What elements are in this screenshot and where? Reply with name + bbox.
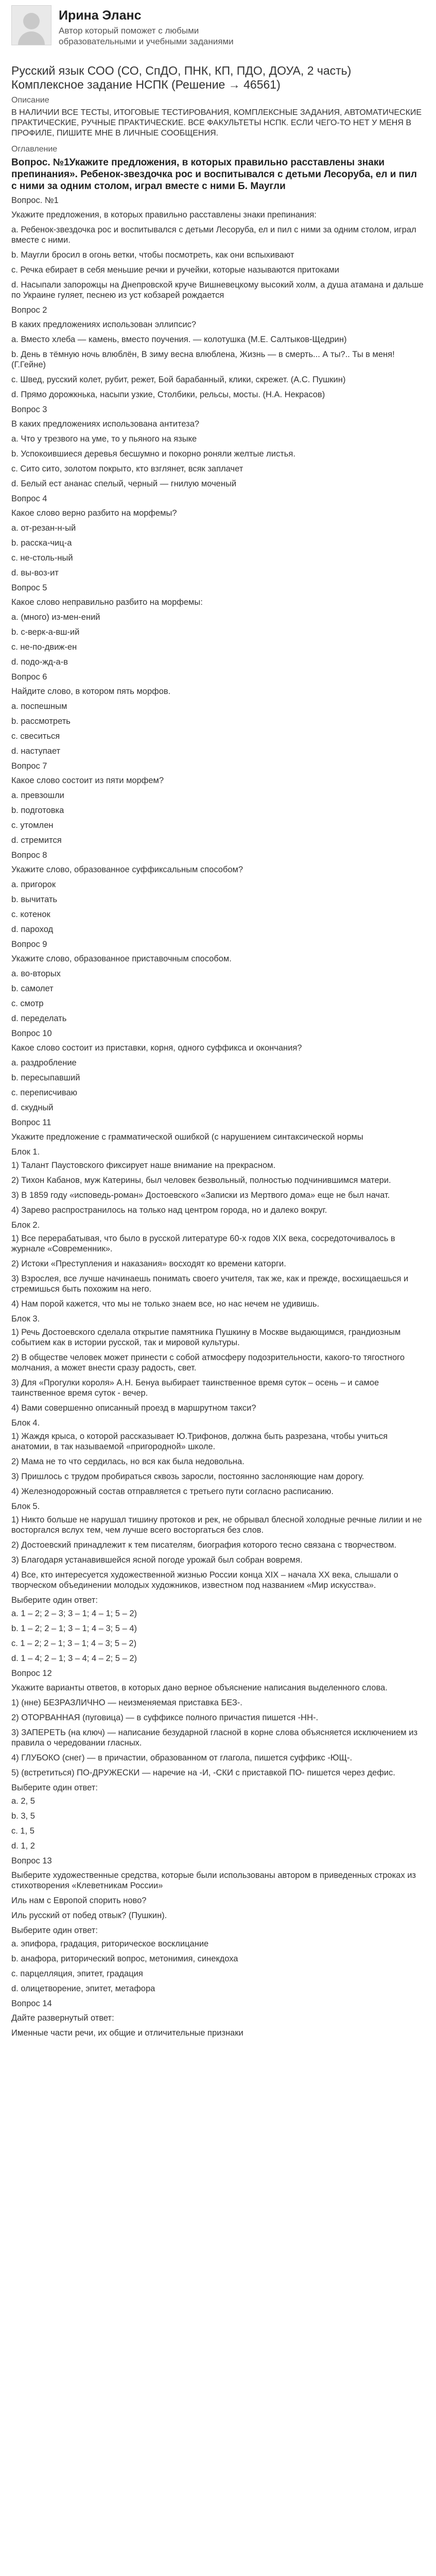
block-label: Блок 4. — [11, 1418, 40, 1428]
text-line: d. стремится — [11, 836, 62, 845]
text-line: b. вычитать — [11, 895, 58, 904]
text-line: а. эпифора, градация, риторическое восклицание — [11, 1939, 209, 1948]
text-line: b. расска-чиц-а — [11, 538, 72, 548]
section-heading: Вопрос 3 — [11, 405, 47, 414]
answer-prompt: Выберите один ответ: — [11, 1926, 98, 1935]
text-line: b. 1 – 2; 2 – 1; 3 – 1; 4 – 3; 5 – 4) — [11, 1624, 137, 1633]
text-line: 1) Речь Достоевского сделала открытие памятника Пушкину в Москве выдающимся, грандиозным событием как в истории русской, так и мировой культуры. — [11, 1328, 401, 1347]
text-line: c. смотр — [11, 999, 44, 1008]
text-line: b. День в тёмную ночь влюблён, В зиму весна влюблена, Жизнь — в смерть... А ты?.. Ты в меня! (Г.Гейне) — [11, 350, 395, 369]
block-label: Блок 2. — [11, 1221, 40, 1230]
description-text: В НАЛИЧИИ ВСЕ ТЕСТЫ, ИТОГОВЫЕ ТЕСТИРОВАНИЯ, КОМПЛЕКСНЫЕ ЗАДАНИЯ, АВТОМАТИЧЕСКИЕ ПРАКТИЧЕСКИЕ, РУЧНЫЕ ПРАКТИЧЕСКИЕ. ВСЕ ФАКУЛЬТЕТЫ НСПК. ЕСЛИ ЧЕГО-ТО НЕТ У МЕНЯ В ПРОФИЛЕ, ПИШИТЕ МНЕ В ЛИЧНЫЕ СООБЩЕНИЯ. — [11, 108, 422, 138]
text-line: 4) Железнодорожный состав отправляется с третьего пути согласно расписанию. — [11, 1487, 334, 1496]
section-heading: Вопрос 7 — [11, 761, 47, 771]
text-line: 3) Взрослея, все лучше начинаешь понимать своего учителя, так же, как и прежде, восхищаешься и стремишься быть похожим на него. — [11, 1274, 409, 1294]
block-label: Блок 1. — [11, 1147, 40, 1157]
toc-heading: Вопрос. №1Укажите предложения, в которых правильно расставлены знаки препинания». Ребенок-звездочка рос и воспитывался с детьми Лесоруба, ел и пил с ними за одним столом, играл вместе с ними Б. Маугли — [11, 157, 417, 192]
text-line: c. переписчиваю — [11, 1088, 78, 1097]
text-line: а. пригорок — [11, 880, 56, 889]
text-line: 4) Нам порой кажется, что мы не только знаем все, но нас нечем не удивишь. — [11, 1299, 320, 1309]
text-line: c. Швед, русский колет, рубит, режет, Бой барабанный, клики, скрежет. (А.С. Пушкин) — [11, 375, 346, 384]
section-heading: Вопрос 14 — [11, 1999, 52, 2008]
description-label: Описание — [11, 96, 49, 105]
text-line: d. олицетворение, эпитет, метафора — [11, 1984, 155, 1993]
text-line: 2) Истоки «Преступления и наказания» восходят ко времени каторги. — [11, 1259, 286, 1268]
text-line: b. с-верк-а-вш-ий — [11, 628, 80, 637]
section-heading: Вопрос 9 — [11, 940, 47, 949]
text-line: d. скудный — [11, 1103, 54, 1112]
text-line: d. вы-воз-ит — [11, 568, 59, 578]
text-line: c. свеситься — [11, 732, 60, 741]
text-line: Какое слово состоит из пяти морфем? — [11, 776, 164, 785]
text-line: В каких предложениях использована антитеза? — [11, 419, 200, 429]
text-line: b. Маугли бросил в огонь ветки, чтобы посмотреть, как они вспыхивают — [11, 250, 294, 260]
text-line: а. Ребенок-звездочка рос и воспитывался с детьми Лесоруба, ел и пил с ними за одним столом, играл вместе с ними. — [11, 225, 416, 245]
block-label: Блок 5. — [11, 1502, 40, 1511]
text-line: а. раздробление — [11, 1058, 77, 1067]
text-line: Укажите слово, образованное приставочным способом. — [11, 954, 232, 963]
text-line: Какое слово состоит из приставки, корня, одного суффикса и окончания? — [11, 1043, 302, 1053]
text-line: Иль русский от побед отвык? (Пушкин). — [11, 1911, 167, 1920]
text-line: d. 1 – 4; 2 – 1; 3 – 4; 4 – 2; 5 – 2) — [11, 1654, 137, 1663]
text-line: 1) (нне) БЕЗРАЗЛИЧНО — неизменяемая приставка БЕЗ-. — [11, 1698, 242, 1707]
text-line: 3) ЗАПЕРЕТЬ (на ключ) — написание безударной гласной в корне слова объясняется исключением из правила о чередовании гласных. — [11, 1728, 418, 1748]
text-line: b. пересыпавший — [11, 1073, 80, 1082]
author-description: Автор который поможет с любыми образовательными и учебными заданиями — [59, 26, 234, 46]
text-line: 1) Жаждя крыса, о которой рассказывает Ю.Трифонов, должна быть разрезана, чтобы учиться анатомии, в так называемой «пригородной» школе. — [11, 1432, 388, 1451]
text-line: Найдите слово, в котором пять морфов. — [11, 687, 171, 696]
text-line: c. не-по-движ-ен — [11, 642, 77, 652]
text-line: а. от-резан-н-ый — [11, 523, 76, 533]
text-line: c. Речка ебирает в себя меньшие речки и ручейки, которые называются притоками — [11, 265, 339, 275]
section-heading: Вопрос 4 — [11, 494, 47, 503]
author-name[interactable]: Ирина Эланс — [59, 8, 142, 23]
text-line: а. во-вторых — [11, 969, 61, 978]
section-heading: Вопрос 8 — [11, 851, 47, 860]
text-line: c. утомлен — [11, 821, 54, 830]
author-info — [59, 5, 244, 47]
text-line: 2) Тихон Кабанов, муж Катерины, был человек безвольный, полностью подчинившимся матери. — [11, 1176, 391, 1185]
text-line: c. не-столь-ный — [11, 553, 73, 563]
text-line: d. Насыпали запорожцы на Днепровской круче Вишневецкому высокий холм, а душа атамана и дальше по Украине гуляет, песнею из уст кобзарей рождается — [11, 280, 424, 300]
text-line: d. переделать — [11, 1014, 67, 1023]
text-line: Какое слово неправильно разбито на морфемы: — [11, 598, 203, 607]
text-line: c. 1, 5 — [11, 1826, 34, 1836]
document-title: Русский язык СОО (СО, СпДО, ПНК, КП, ПДО, ДОУА, 2 часть) Комплексное задание НСПК (Решение → 46561) — [11, 64, 352, 91]
text-line: Иль нам с Европой спорить ново? — [11, 1896, 147, 1905]
section-heading: Вопрос 11 — [11, 1118, 51, 1127]
text-line: 4) Все, кто интересуется художественной жизнью России конца XIX – начала XX века, слышали о творческом объединении молодых художников, известном под названием «Мир искусства». — [11, 1570, 398, 1590]
section-heading: Вопрос 5 — [11, 583, 47, 592]
avatar[interactable] — [11, 5, 51, 45]
text-line: Дайте развернутый ответ: — [11, 2013, 114, 2023]
text-line: d. пароход — [11, 925, 54, 934]
text-line: а. Что у трезвого на уме, то у пьяного на языке — [11, 434, 197, 444]
text-line: 4) Зарево распространилось на только над центром города, но и далеко вокруг. — [11, 1206, 327, 1215]
text-line: 1) Все перерабатывая, что было в русской литературе 60-х годов XIX века, сосредоточивалось в журнале «Современник». — [11, 1234, 395, 1253]
text-line: b. Успокоившиеся деревья бесшумно и покорно роняли желтые листья. — [11, 449, 295, 459]
text-line: Какое слово верно разбито на морфемы? — [11, 509, 177, 518]
text-line: 3) Благодаря устанавившейся ясной погоде урожай был собран вовремя. — [11, 1555, 303, 1565]
text-line: Укажите предложение с грамматической ошибкой (с нарушением синтаксической нормы — [11, 1132, 363, 1142]
text-line: Именные части речи, их общие и отличительные признаки — [11, 2028, 243, 2038]
text-line: 4) ГЛУБОКО (снег) — в причастии, образованном от глагола, пишется суффикс -ЮЩ-. — [11, 1753, 353, 1762]
text-line: 3) Пришлось с трудом пробираться сквозь заросли, постоянно заслоняющие нам дорогу. — [11, 1472, 364, 1481]
text-line: d. подо-жд-а-в — [11, 657, 68, 667]
text-line: c. 1 – 2; 2 – 1; 3 – 1; 4 – 3; 5 – 2) — [11, 1639, 137, 1648]
text-line: а. 1 – 2; 2 – 3; 3 – 1; 4 – 1; 5 – 2) — [11, 1609, 137, 1618]
text-line: b. подготовка — [11, 806, 64, 815]
text-line: b. рассмотреть — [11, 717, 71, 726]
text-line: 3) В 1859 году «исповедь-роман» Достоевского «Записки из Мертвого дома» еще не был начат. — [11, 1191, 390, 1200]
text-line: c. Сито сито, золотом покрыто, кто взглянет, всяк заплачет — [11, 464, 243, 473]
text-line: 5) (встретиться) ПО-ДРУЖЕСКИ — наречие на -И, -СКИ с приставкой ПО- пишется через дефис. — [11, 1768, 395, 1777]
text-line: b. самолет — [11, 984, 54, 993]
text-line: а. Вместо хлеба — камень, вместо поучения. — колотушка (М.Е. Салтыков-Щедрин) — [11, 335, 347, 344]
block-label: Блок 3. — [11, 1314, 40, 1324]
text-line: а. превзошли — [11, 791, 64, 800]
text-line: d. Прямо дорожкнька, насыпи узкие, Столбики, рельсы, мосты. (Н.А. Некрасов) — [11, 390, 325, 399]
text-line: Выберите художественные средства, которые были использованы автором в приведенных строках из стихотворения «Клеветникам России» — [11, 1871, 416, 1890]
text-line: Укажите слово, образованное суффиксальным способом? — [11, 865, 243, 874]
section-heading: Вопрос 2 — [11, 306, 47, 315]
question-list — [11, 195, 424, 2038]
text-line: 2) Мама не то что сердилась, но вся как была недовольна. — [11, 1457, 245, 1466]
section-heading: Вопрос. №1 — [11, 196, 59, 205]
text-line: Укажите предложения, в которых правильно расставлены знаки препинания: — [11, 210, 317, 219]
text-line: b. анафора, риторический вопрос, метонимия, синекдоха — [11, 1954, 238, 1963]
section-heading: Вопрос 6 — [11, 672, 47, 682]
text-line: d. 1, 2 — [11, 1841, 35, 1851]
text-line: а. поспешным — [11, 702, 67, 711]
text-line: c. парцелляция, эпитет, градация — [11, 1969, 143, 1978]
text-line: c. котенок — [11, 910, 50, 919]
text-line: а. (много) из-мен-ений — [11, 613, 100, 622]
answer-prompt: Выберите один ответ: — [11, 1783, 98, 1792]
text-line: а. 2, 5 — [11, 1797, 35, 1806]
section-heading: Вопрос 13 — [11, 1856, 52, 1866]
toc-label: Оглавление — [11, 145, 58, 154]
text-line: В каких предложениях использован эллипсис? — [11, 320, 197, 329]
answer-prompt: Выберите один ответ: — [11, 1596, 98, 1605]
text-line: 4) Вами совершенно описанный проезд в маршрутном такси? — [11, 1403, 256, 1413]
section-heading: Вопрос 12 — [11, 1669, 52, 1678]
text-line: 2) В обществе человек может принести с собой атмосферу подозрительности, какого-то тягостного молчания, а может внести сразу радость, свет. — [11, 1353, 405, 1372]
text-line: d. Белый ест ананас спелый, черный — гнилую моченый — [11, 479, 237, 488]
text-line: 3) Для «Прогулки короля» А.Н. Бенуа выбирает таинственное время суток – осень – и самое таинственное время суток - вечер. — [11, 1378, 379, 1398]
text-line: 1) Талант Паустовского фиксирует наше внимание на прекрасном. — [11, 1161, 276, 1170]
section-heading: Вопрос 10 — [11, 1029, 52, 1038]
text-line: d. наступает — [11, 747, 61, 756]
author-header — [11, 5, 424, 63]
text-line: 1) Никто больше не нарушал тишину протоков и рек, не обрывал блесной холодные речные лилии и не восторгался вслух тем, чем лучше всего восторгаться без слов. — [11, 1515, 422, 1535]
text-line: 2) ОТОРВАННАЯ (пуговица) — в суффиксе полного причастия пишется -НН-. — [11, 1713, 319, 1722]
text-line: b. 3, 5 — [11, 1811, 35, 1821]
text-line: Укажите варианты ответов, в которых дано верное объяснение написания выделенного слова. — [11, 1683, 388, 1692]
text-line: 2) Достоевский принадлежит к тем писателям, биография которого тесно связана с творчеством. — [11, 1540, 397, 1550]
